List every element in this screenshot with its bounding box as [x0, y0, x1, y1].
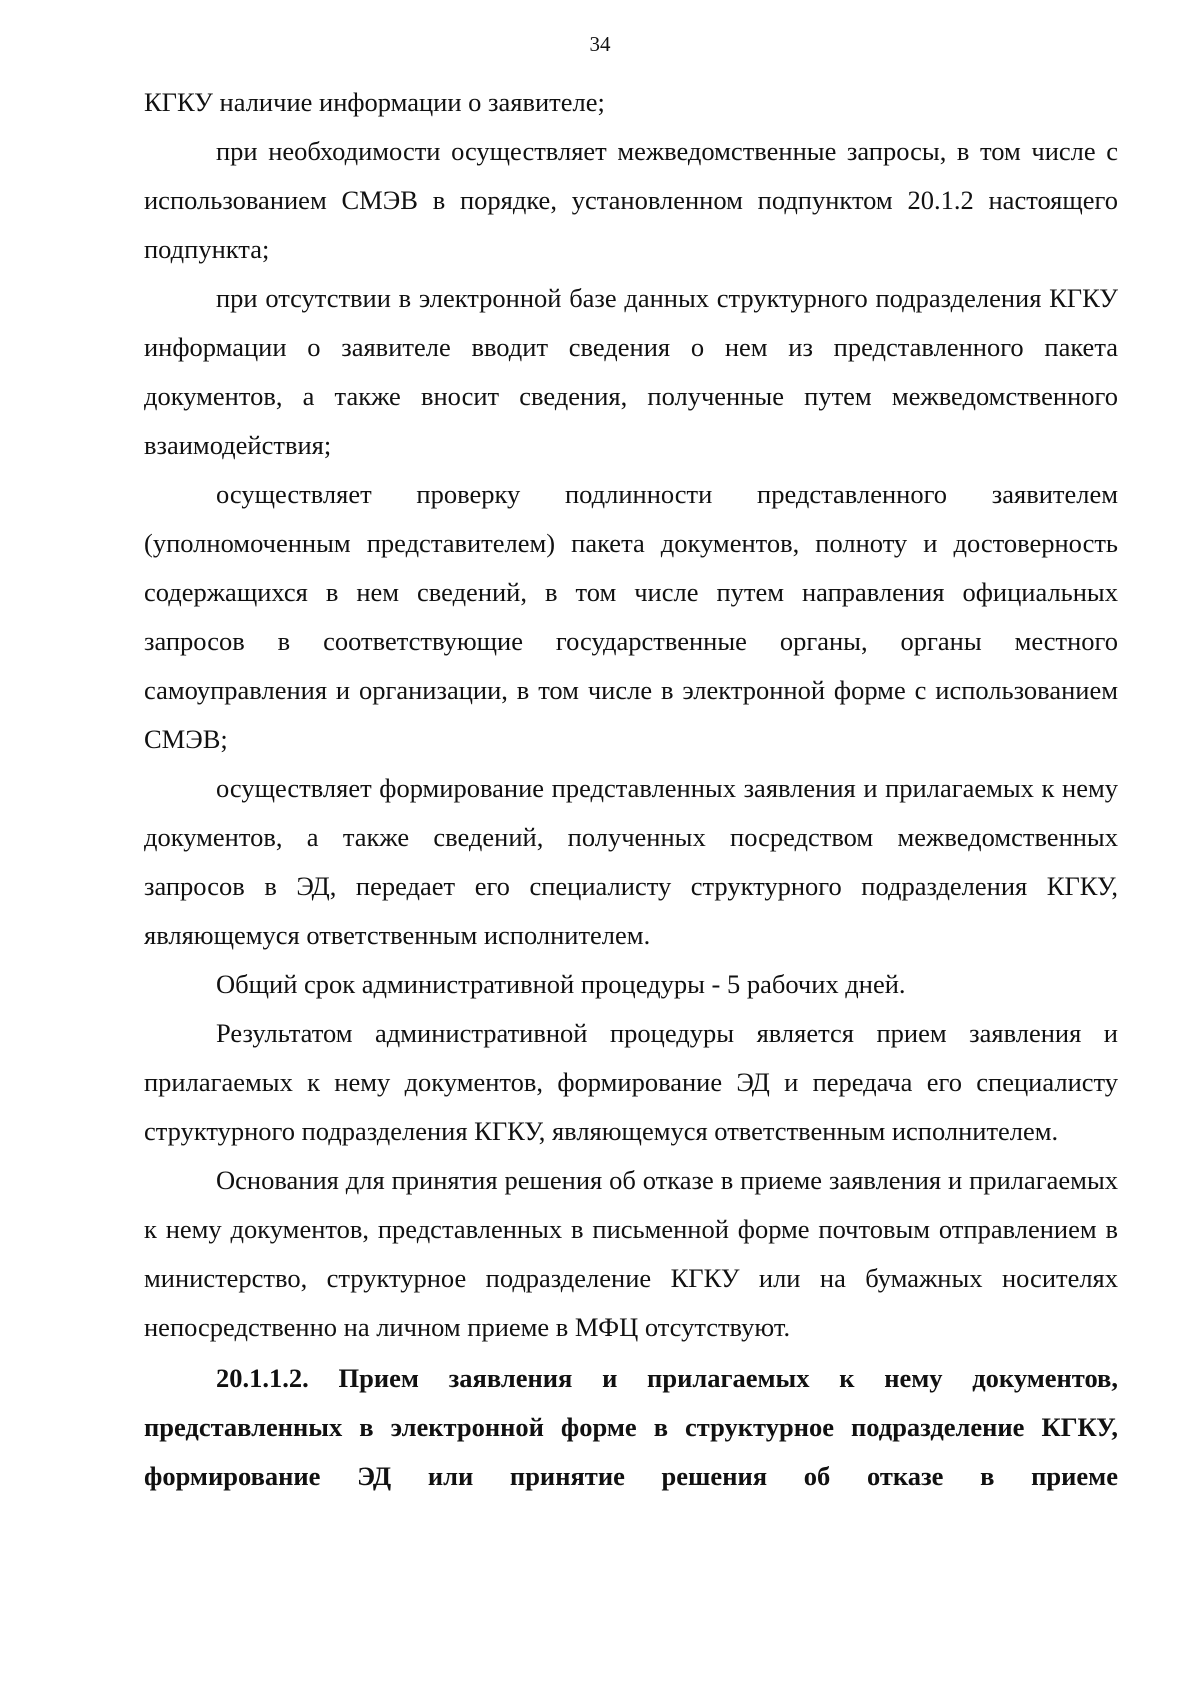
paragraph-procedure-result: Результатом административной процедуры является прием заявления и прилагаемых к нему документов, формирование ЭД и передача его специалисту структурного подразделения КГКУ, являющемуся ответственным исполнителем.: [144, 1018, 1118, 1146]
paragraph-ed-formation: осуществляет формирование представленных заявления и прилагаемых к нему документов, а также сведений, полученных посредством межведомственных запросов в ЭД, передает его специалисту структурного подразделения КГКУ, являющемуся ответственным исполнителем.: [144, 773, 1118, 950]
page-number: 34: [589, 32, 611, 56]
paragraph-continuation: КГКУ наличие информации о заявителе;: [144, 87, 605, 117]
paragraph-authenticity-check: осуществляет проверку подлинности представленного заявителем (уполномоченным представителем) пакета документов, полноту и достоверность содержащихся в нем сведений, в том числе путем направления официальных запросов в соответствующие государственные органы, органы местного самоуправления и организации, в том числе в электронной форме с использованием СМЭВ;: [144, 479, 1118, 754]
paragraph-procedure-term: Общий срок административной процедуры - 5 рабочих дней.: [216, 969, 906, 999]
paragraph-applicant-data-entry: при отсутствии в электронной базе данных структурного подразделения КГКУ информации о заявителе вводит сведения о нем из представленного пакета документов, а также вносит сведения, полученные путем межведомственного взаимодействия;: [144, 283, 1118, 460]
paragraph-interagency-requests: при необходимости осуществляет межведомственные запросы, в том числе с использованием СМЭВ в порядке, установленном подпунктом 20.1.2 настоящего подпункта;: [144, 136, 1118, 264]
paragraph-refusal-grounds: Основания для принятия решения об отказе в приеме заявления и прилагаемых к нему документов, представленных в письменной форме почтовым отправлением в министерство, структурное подразделение КГКУ или на бумажных носителях непосредственно на личном приеме в МФЦ отсутствуют.: [144, 1165, 1118, 1342]
section-heading-20-1-1-2: 20.1.1.2. Прием заявления и прилагаемых к нему документов, представленных в электронной форме в структурное подразделение КГКУ, формирование ЭД или принятие решения об отказе в приеме: [144, 1363, 1118, 1491]
document-body: [144, 78, 1118, 1501]
